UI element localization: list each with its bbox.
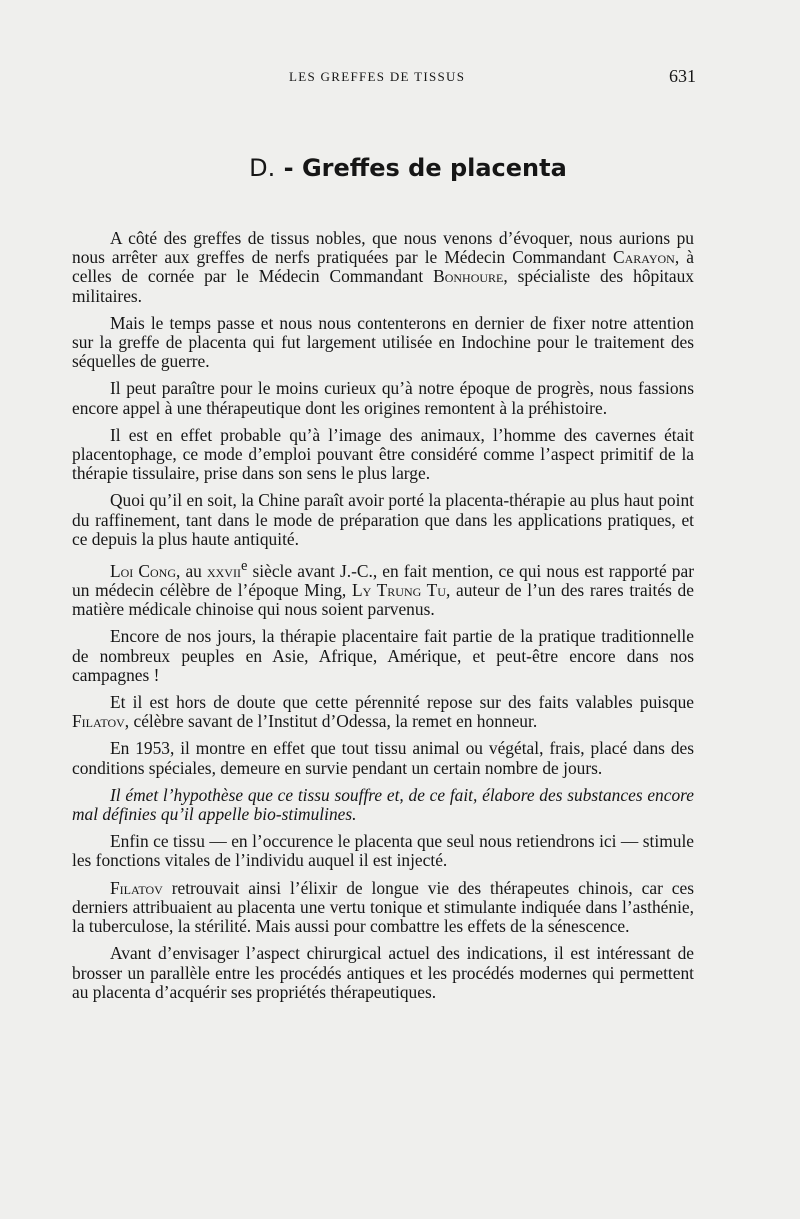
person-name: Filatov — [110, 877, 163, 898]
text: Et il est hors de doute que cette pérennité repose sur des faits valables puisque — [110, 692, 694, 713]
page-number: 631 — [669, 66, 696, 86]
person-name: Loi Cong — [110, 560, 176, 581]
person-name: Ly Trung Tu — [351, 580, 446, 601]
century-numeral: xxvii — [206, 560, 241, 581]
paragraph-10: Il émet l’hypothèse que ce tissu souffre et, de ce fait, élabore des substances encore mal définies qu’il appelle bio-stimulines. — [72, 784, 694, 825]
running-title: LES GREFFES DE TISSUS — [289, 69, 466, 84]
paragraph-6 — [72, 557, 694, 619]
paragraph-8 — [72, 693, 694, 731]
body-text — [72, 229, 694, 1010]
text: retrouvait ainsi l’élixir de longue vie des thérapeutes chinois, car ces derniers attribuaient au placenta une vertu tonique et stimulante indiquée dans l’asthénie, la tuberculose, la stérilité. Mais aussi pour combattre les effets de la sénescence. — [72, 877, 694, 937]
paragraph-9: En 1953, il montre en effet que tout tissu animal ou végétal, frais, placé dans des conditions spéciales, demeure en survie pendant un certain nombre de jours. — [72, 738, 694, 778]
text: , au — [176, 560, 207, 581]
text: siècle avant J.-C., en fait mention, ce qui nous est rapporté par un médecin célèbre de l’époque Ming, — [72, 560, 694, 601]
text: , célèbre savant de l’Institut d’Odessa, la remet en honneur. — [124, 711, 538, 732]
text: , auteur de l’un des rares traités de matière médicale chinoise qui nous soient parvenus. — [72, 580, 694, 620]
paragraph-13: Avant d’envisager l’aspect chirurgical actuel des indications, il est intéressant de brosser un parallèle entre les procédés antiques et les procédés modernes qui permettent au placenta d’acquérir ses propriétés thérapeutiques. — [72, 943, 694, 1002]
text: , spécialiste des hôpitaux militaires. — [72, 266, 694, 306]
century-superscript: e — [240, 558, 248, 575]
section-separator: - — [283, 154, 294, 182]
section-title: Greffes de placenta — [301, 154, 567, 182]
person-name: Carayon — [613, 247, 675, 268]
person-name: Filatov — [72, 711, 125, 732]
paragraph-12 — [72, 879, 694, 937]
paragraph-2: Mais le temps passe et nous nous contenterons en dernier de fixer notre attention sur la greffe de placenta qui fut largement utilisée en Indochine pour le traitement des séquelles de guerre. — [72, 312, 694, 372]
paragraph-3: Il peut paraître pour le moins curieux qu’à notre époque de progrès, nous fassions encore appel à une thérapeutique dont les origines remontent à la préhistoire. — [72, 378, 694, 418]
paragraph-5: Quoi qu’il en soit, la Chine paraît avoir porté la placenta-thérapie au plus haut point du raffinement, tant dans le mode de préparation que dans les applications pratiques, et ce depuis la plus haute antiquité. — [72, 490, 694, 549]
section-heading — [0, 154, 800, 182]
text: A côté des greffes de tissus nobles, que nous venons d’évoquer, nous aurions pu nous arrêter aux greffes de nerfs pratiquées par le Médecin Commandant — [72, 228, 694, 268]
paragraph-4: Il est en effet probable qu’à l’image des animaux, l’homme des cavernes était placentophage, ce mode d’emploi pouvant être considéré comme l’aspect primitif de la thérapie tissulaire, prise dans son sens le plus large. — [72, 424, 694, 484]
paragraph-7: Encore de nos jours, la thérapie placentaire fait partie de la pratique traditionnelle de nombreux peuples en Asie, Afrique, Amérique, et peut-être encore dans nos campagnes ! — [72, 626, 694, 685]
running-head — [0, 66, 800, 90]
section-letter: D. — [249, 154, 276, 182]
paragraph-11: Enfin ce tissu — en l’occurence le placenta que seul nous retiendrons ici — stimule les fonctions vitales de l’individu auquel il est injecté. — [72, 831, 694, 871]
person-name: Bonhoure — [433, 266, 504, 287]
paragraph-1 — [72, 229, 694, 306]
text: , à celles de cornée par le Médecin Commandant — [72, 247, 694, 287]
